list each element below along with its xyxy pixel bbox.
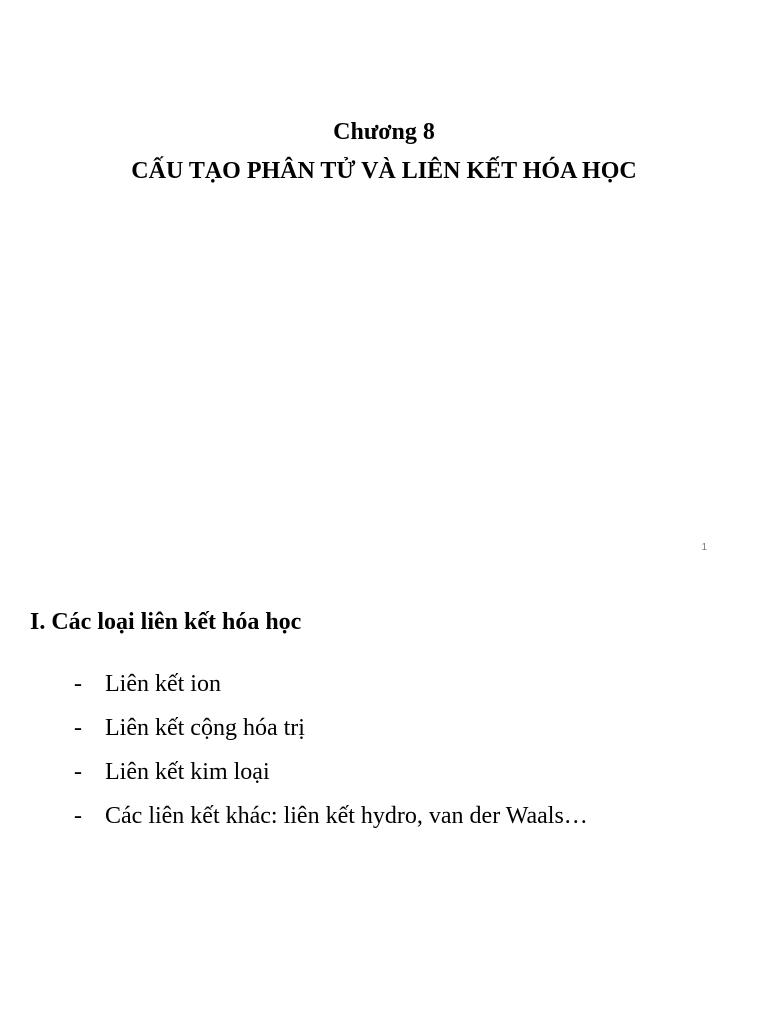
bullet-dash: - bbox=[74, 803, 82, 829]
section-heading: I. Các loại liên kết hóa học bbox=[30, 609, 302, 635]
chapter-label: Chương 8 bbox=[333, 119, 435, 145]
list-item bbox=[74, 802, 588, 846]
page-number: 1 bbox=[701, 542, 707, 553]
bond-types-list bbox=[74, 670, 588, 846]
list-item-text: Liên kết kim loại bbox=[105, 759, 270, 785]
bullet-dash: - bbox=[74, 759, 82, 785]
list-item-text: Các liên kết khác: liên kết hydro, van der Waals… bbox=[105, 803, 588, 829]
bullet-dash: - bbox=[74, 671, 82, 697]
list-item bbox=[74, 758, 588, 802]
list-item bbox=[74, 714, 588, 758]
bullet-dash: - bbox=[74, 715, 82, 741]
list-item bbox=[74, 670, 588, 714]
list-item-text: Liên kết cộng hóa trị bbox=[105, 715, 305, 741]
list-item-text: Liên kết ion bbox=[105, 671, 221, 697]
chapter-heading: CẤU TẠO PHÂN TỬ VÀ LIÊN KẾT HÓA HỌC bbox=[131, 158, 637, 184]
